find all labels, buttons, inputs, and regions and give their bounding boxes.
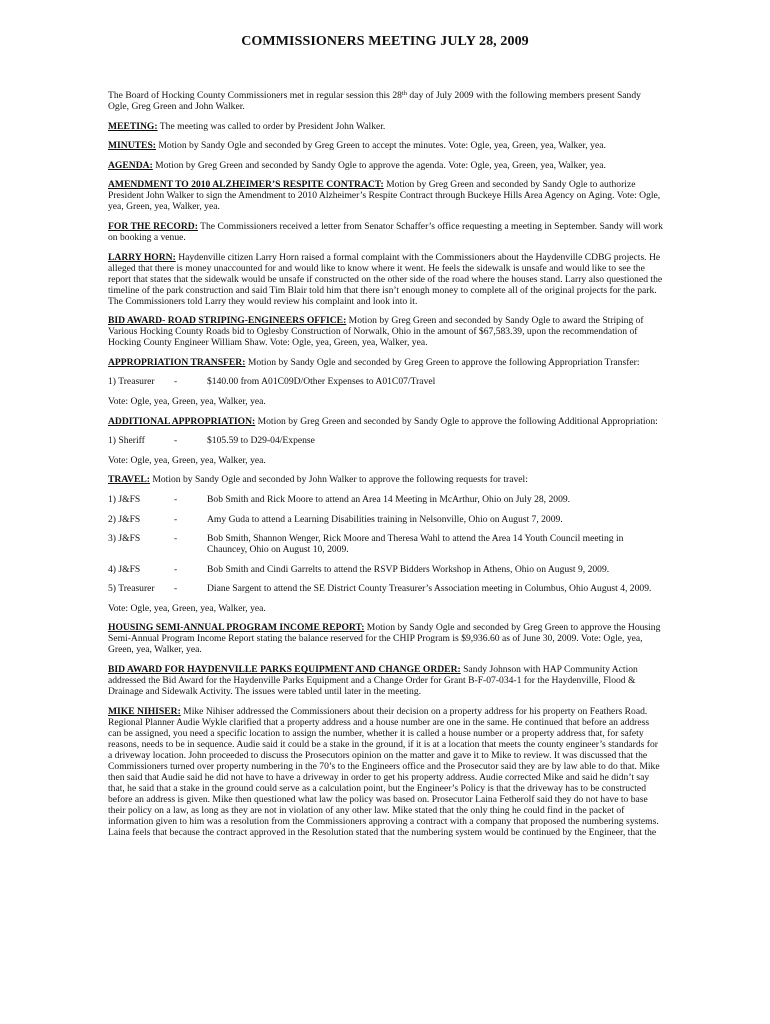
item-dash: - — [174, 435, 178, 447]
item-text: Bob Smith and Rick Moore to attend an Area 14 Meeting in McArthur, Ohio on July 28, 2009. — [207, 493, 571, 505]
item-dash: - — [174, 583, 178, 595]
item-dash: - — [174, 376, 178, 388]
amendment-paragraph — [108, 179, 664, 212]
additional-appropriation-text: Motion by Greg Green and seconded by Sandy Ogle to approve the following Additional Appropriation: — [255, 415, 658, 427]
item-label: 1) J&FS — [108, 493, 141, 505]
intro-paragraph — [108, 90, 664, 112]
item-label: 5) Treasurer — [108, 583, 155, 595]
item-dash: - — [174, 513, 178, 525]
appropriation-transfer-text: Motion by Sandy Ogle and seconded by Greg Green to approve the following Appropriation Transfer: — [245, 356, 640, 368]
meeting-heading: MEETING: — [108, 120, 158, 132]
additional-appropriation-heading: ADDITIONAL APPROPRIATION: — [108, 415, 256, 427]
housing-paragraph — [108, 622, 664, 655]
page-title: COMMISSIONERS MEETING JULY 28, 2009 — [241, 34, 529, 49]
item-label: 1) Sheriff — [108, 435, 145, 447]
bid-striping-text: Motion by Greg Green and seconded by Sandy Ogle to award the Striping of Various Hocking County Roads bid to Oglesby Construction of Norwalk, Ohio in the amount of $67,583.39, upon the recommendation of Hocking County Engineer William Shaw. Vote: Ogle, yea, Green, yea, Walker, yea. — [108, 315, 644, 349]
travel-item — [108, 564, 664, 575]
item-text: Bob Smith, Shannon Wenger, Rick Moore and Theresa Wahl to attend the Area 14 Youth Council meeting in Chauncey, Ohio on August 10, 2009. — [207, 533, 624, 556]
appropriation-transfer-paragraph — [108, 357, 664, 368]
record-text: The Commissioners received a letter from Senator Schaffer’s office requesting a meeting in September. Sandy will work on booking a venue. — [108, 220, 663, 243]
agenda-text: Motion by Greg Green and seconded by Sandy Ogle to approve the agenda. Vote: Ogle, yea, Green, yea, Walker, yea. — [152, 159, 606, 171]
travel-item — [108, 533, 664, 555]
bid-striping-paragraph — [108, 315, 664, 348]
additional-vote: Vote: Ogle, yea, Green, yea, Walker, yea. — [108, 454, 266, 466]
item-text: Diane Sargent to attend the SE District County Treasurer’s Association meeting in Columbus, Ohio August 4, 2009. — [207, 583, 652, 595]
travel-item — [108, 583, 664, 594]
intro-text-rest: day of July 2009 with the following members present Sandy Ogle, Greg Green and John Walker. — [108, 90, 641, 112]
travel-heading: TRAVEL: — [108, 474, 150, 486]
parks-paragraph — [108, 664, 664, 697]
item-dash: - — [174, 493, 178, 505]
housing-heading: HOUSING SEMI-ANNUAL PROGRAM INCOME REPORT: — [108, 622, 365, 634]
travel-paragraph — [108, 474, 664, 485]
item-label: 1) Treasurer — [108, 376, 155, 388]
item-label: 2) J&FS — [108, 513, 141, 525]
appropriation-transfer-heading: APPROPRIATION TRANSFER: — [108, 356, 246, 368]
transfer-item — [108, 376, 664, 387]
housing-text: Motion by Sandy Ogle and seconded by Greg Green to approve the Housing Semi-Annual Program Income Report stating the balance reserved for the CHIP Program is $9,936.60 as of June 30, 2009. Vote: Ogle, yea, Green, yea, Walker, yea. — [108, 622, 661, 656]
travel-text: Motion by Sandy Ogle and seconded by John Walker to approve the following requests for travel: — [149, 474, 528, 486]
intro-text: The Board of Hocking County Commissioners met in regular session this 28 — [108, 90, 402, 101]
item-label: 4) J&FS — [108, 563, 141, 575]
minutes-paragraph — [108, 140, 664, 151]
parks-text: Sandy Johnson with HAP Community Action addressed the Bid Award for the Haydenville Parks Equipment and a Change Order for Grant B-F-07-034-1 for the Haydenville, Flood & Drainage and Sidewalk Activity. The issues were tabled until later in the meeting. — [108, 664, 638, 698]
agenda-heading: AGENDA: — [108, 159, 153, 171]
item-dash: - — [174, 563, 178, 575]
meeting-text: The meeting was called to order by President John Walker. — [157, 120, 386, 132]
nihiser-heading: MIKE NIHISER: — [108, 705, 181, 717]
horn-paragraph — [108, 252, 664, 307]
record-heading: FOR THE RECORD: — [108, 220, 198, 232]
nihiser-paragraph — [108, 706, 664, 838]
travel-item — [108, 514, 664, 525]
minutes-body — [108, 90, 664, 846]
nihiser-text: Mike Nihiser addressed the Commissioners about their decision on a property address for his property on Feathers Road. Regional Planner Audie Wykle clarified that a property address and a house number are one in the same. He continued that before an address can be assigned, you need a specific location to assign the number, whether it is called a house number or a property address that, for safety reasons, needs to be in sequence. Audie said it could be a stake in the ground, if it is at a location that meets the county engineer’s standards for a driveway location. John proceeded to discuss the Prosecutors opinion on the matter and gave it to Mike to review. It was discussed that the Commissioners turned over property numbering in the 70’s to the Engineers office and the Prosecutor said they are by law able to do that. Mike then said that Audie said he did not have to have a driveway in order to get his property address. Audie corrected Mike and said he didn’t say that, he said that a stake in the ground could serve as a calculation point, but the Engineer’s Policy is that the driveway has to be constructed before an address is given. Mike then questioned what law the policy was based on. Prosecutor Laina Fetherolf said they do not have to base their policy on a law, as long as they are not in violation of any other law. Mike stated that the only thing he could find in the packet of information given to him was a resolution from the Commissioners approving a contract with a company that proposed the numbering systems. Laina feels that because the contract approved in the Resolution stated that the numbering system would be continued by the Engineer, that the — [108, 705, 660, 838]
intro-superscript: th — [401, 90, 407, 97]
additional-appropriation-paragraph — [108, 416, 664, 427]
item-label: 3) J&FS — [108, 533, 141, 545]
item-text: $105.59 to D29-04/Expense — [207, 435, 315, 447]
record-paragraph — [108, 221, 664, 243]
item-text: Bob Smith and Cindi Garrelts to attend the RSVP Bidders Workshop in Athens, Ohio on August 9, 2009. — [207, 563, 610, 575]
item-text: Amy Guda to attend a Learning Disabilities training in Nelsonville, Ohio on August 7, 2009. — [207, 513, 563, 525]
amendment-text: Motion by Greg Green and seconded by Sandy Ogle to authorize President John Walker to sign the Amendment to 2010 Alzheimer’s Respite Contract through Buckeye Hills Area Agency on Aging. Vote: Ogle, yea, Green, yea, Walker, yea. — [108, 179, 661, 213]
agenda-paragraph — [108, 160, 664, 171]
minutes-heading: MINUTES: — [108, 140, 156, 152]
travel-item — [108, 494, 664, 505]
item-text: $140.00 from A01C09D/Other Expenses to A01C07/Travel — [207, 376, 436, 388]
horn-text: Haydenville citizen Larry Horn raised a formal complaint with the Commissioners about the Haydenville CDBG projects. He alleged that there is money unaccounted for and would like to know where it went. He feels the sidewalk is unsafe and would like to see the report that states that the sidewalk would be unsafe if constructed on the other side of the road where the houses stand. Larry also questioned the timeline of the park construction and said Tim Blair told him that there isn’t enough money to complete all of the original projects for the park. The Commissioners told Larry they would review his complaint and look into it. — [108, 251, 663, 307]
horn-heading: LARRY HORN: — [108, 251, 176, 263]
travel-vote: Vote: Ogle, yea, Green, yea, Walker, yea. — [108, 602, 266, 614]
bid-striping-heading: BID AWARD- ROAD STRIPING-ENGINEERS OFFICE: — [108, 315, 347, 327]
transfer-vote: Vote: Ogle, yea, Green, yea, Walker, yea. — [108, 395, 266, 407]
meeting-paragraph — [108, 121, 664, 132]
item-dash: - — [174, 533, 178, 545]
additional-item — [108, 435, 664, 446]
amendment-heading: AMENDMENT TO 2010 ALZHEIMER’S RESPITE CONTRACT: — [108, 179, 384, 191]
parks-heading: BID AWARD FOR HAYDENVILLE PARKS EQUIPMENT AND CHANGE ORDER: — [108, 664, 461, 676]
minutes-text: Motion by Sandy Ogle and seconded by Greg Green to accept the minutes. Vote: Ogle, yea, Green, yea, Walker, yea. — [155, 140, 606, 152]
